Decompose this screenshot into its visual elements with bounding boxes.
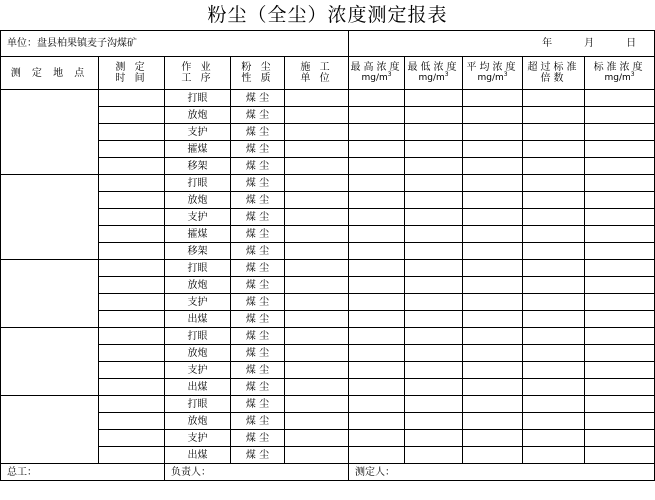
process-cell: 放炮 [165,192,231,209]
header-process: 作 业 工 序 [165,57,231,90]
process-cell: 打眼 [165,260,231,277]
avg-cell [463,294,523,311]
location-cell [1,90,99,175]
process-cell: 支护 [165,294,231,311]
process-cell: 出煤 [165,447,231,464]
standard-cell [585,124,655,141]
process-cell: 出煤 [165,379,231,396]
time-cell [99,124,165,141]
avg-cell [463,430,523,447]
construction-cell [285,124,349,141]
year-label: 年 [542,38,553,49]
avg-cell [463,413,523,430]
process-cell: 放炮 [165,277,231,294]
construction-cell [285,345,349,362]
construction-cell [285,192,349,209]
avg-cell [463,379,523,396]
construction-cell [285,294,349,311]
standard-cell [585,209,655,226]
avg-cell [463,158,523,175]
table-row [1,413,655,430]
construction-cell [285,362,349,379]
exceed-cell [523,294,585,311]
avg-cell [463,362,523,379]
min-cell [405,175,463,192]
max-cell [349,413,405,430]
dust-cell: 煤 尘 [231,243,285,260]
avg-cell [463,107,523,124]
table-row [1,90,655,107]
table-row [1,158,655,175]
table-row [1,294,655,311]
exceed-cell [523,311,585,328]
min-cell [405,260,463,277]
min-cell [405,141,463,158]
standard-cell [585,396,655,413]
max-cell [349,124,405,141]
dust-cell: 煤 尘 [231,328,285,345]
exceed-cell [523,209,585,226]
construction-cell [285,396,349,413]
dust-cell: 煤 尘 [231,192,285,209]
process-cell: 支护 [165,124,231,141]
max-cell [349,107,405,124]
dust-cell: 煤 尘 [231,209,285,226]
table-row [1,175,655,192]
location-cell [1,175,99,260]
exceed-cell [523,277,585,294]
dust-cell: 煤 尘 [231,294,285,311]
time-cell [99,396,165,413]
construction-cell [285,243,349,260]
header-location: 测 定 地 点 [1,57,99,90]
max-cell [349,90,405,107]
avg-cell [463,277,523,294]
standard-cell [585,226,655,243]
table-row [1,328,655,345]
avg-cell [463,175,523,192]
responsible-person-label: 负责人： [165,464,349,481]
min-cell [405,362,463,379]
footer-row [1,464,655,481]
time-cell [99,328,165,345]
min-cell [405,243,463,260]
avg-cell [463,260,523,277]
time-cell [99,311,165,328]
process-cell: 打眼 [165,175,231,192]
header-dust: 粉 尘 性 质 [231,57,285,90]
standard-cell [585,345,655,362]
min-cell [405,328,463,345]
process-cell: 出煤 [165,311,231,328]
time-cell [99,345,165,362]
standard-cell [585,107,655,124]
min-cell [405,430,463,447]
max-cell [349,447,405,464]
avg-cell [463,124,523,141]
max-cell [349,209,405,226]
min-cell [405,192,463,209]
exceed-cell [523,260,585,277]
table-row [1,107,655,124]
max-cell [349,243,405,260]
date-fields [349,31,655,57]
chief-engineer-label: 总工： [1,464,165,481]
exceed-cell [523,90,585,107]
process-cell: 打眼 [165,328,231,345]
avg-cell [463,328,523,345]
construction-cell [285,430,349,447]
min-cell [405,124,463,141]
max-cell [349,192,405,209]
process-cell: 放炮 [165,345,231,362]
avg-cell [463,209,523,226]
exceed-cell [523,396,585,413]
exceed-cell [523,447,585,464]
construction-cell [285,209,349,226]
dust-cell: 煤 尘 [231,311,285,328]
min-cell [405,311,463,328]
time-cell [99,141,165,158]
process-cell: 放炮 [165,107,231,124]
tester-label: 测定人： [349,464,655,481]
time-cell [99,158,165,175]
max-cell [349,260,405,277]
process-cell: 打眼 [165,396,231,413]
table-row [1,430,655,447]
standard-cell [585,311,655,328]
location-cell [1,328,99,396]
construction-cell [285,226,349,243]
time-cell [99,260,165,277]
time-cell [99,294,165,311]
exceed-cell [523,141,585,158]
avg-cell [463,141,523,158]
max-cell [349,294,405,311]
table-row [1,226,655,243]
avg-cell [463,90,523,107]
report-table [0,30,655,481]
location-cell [1,396,99,464]
avg-cell [463,345,523,362]
max-cell [349,311,405,328]
table-row [1,362,655,379]
exceed-cell [523,413,585,430]
construction-cell [285,260,349,277]
max-cell [349,226,405,243]
exceed-cell [523,328,585,345]
dust-cell: 煤 尘 [231,396,285,413]
exceed-cell [523,107,585,124]
construction-cell [285,175,349,192]
dust-cell: 煤 尘 [231,175,285,192]
process-cell: 放炮 [165,413,231,430]
avg-cell [463,192,523,209]
construction-cell [285,158,349,175]
construction-cell [285,447,349,464]
process-cell: 打眼 [165,90,231,107]
dust-cell: 煤 尘 [231,141,285,158]
standard-cell [585,158,655,175]
header-row [1,57,655,90]
max-cell [349,328,405,345]
time-cell [99,192,165,209]
exceed-cell [523,192,585,209]
report-title: 粉尘（全尘）浓度测定报表 [207,4,448,26]
process-cell: 支护 [165,362,231,379]
construction-cell [285,107,349,124]
dust-cell: 煤 尘 [231,413,285,430]
time-cell [99,90,165,107]
dust-cell: 煤 尘 [231,124,285,141]
construction-cell [285,90,349,107]
dust-cell: 煤 尘 [231,379,285,396]
location-cell [1,260,99,328]
avg-cell [463,243,523,260]
month-label: 月 [584,38,595,49]
time-cell [99,107,165,124]
dust-cell: 煤 尘 [231,158,285,175]
dust-cell: 煤 尘 [231,362,285,379]
table-row [1,243,655,260]
standard-cell [585,260,655,277]
table-row [1,209,655,226]
dust-cell: 煤 尘 [231,430,285,447]
time-cell [99,226,165,243]
construction-cell [285,328,349,345]
max-cell [349,345,405,362]
header-construction: 施 工 单 位 [285,57,349,90]
construction-cell [285,311,349,328]
table-row [1,141,655,158]
exceed-cell [523,158,585,175]
construction-cell [285,277,349,294]
unit-row [1,31,655,57]
min-cell [405,158,463,175]
process-cell: 攉煤 [165,141,231,158]
process-cell: 支护 [165,430,231,447]
time-cell [99,362,165,379]
dust-cell: 煤 尘 [231,345,285,362]
avg-cell [463,447,523,464]
exceed-cell [523,345,585,362]
process-cell: 移架 [165,158,231,175]
header-standard: 标准浓度 $mg/m^3$ [585,57,655,90]
standard-cell [585,243,655,260]
day-label: 日 [626,38,637,49]
table-row [1,396,655,413]
max-cell [349,430,405,447]
max-cell [349,158,405,175]
max-cell [349,379,405,396]
time-cell [99,277,165,294]
standard-cell [585,294,655,311]
exceed-cell [523,362,585,379]
exceed-cell [523,226,585,243]
max-cell [349,141,405,158]
min-cell [405,379,463,396]
process-cell: 移架 [165,243,231,260]
table-row [1,192,655,209]
min-cell [405,345,463,362]
min-cell [405,277,463,294]
time-cell [99,243,165,260]
max-cell [349,175,405,192]
process-cell: 支护 [165,209,231,226]
time-cell [99,175,165,192]
table-row [1,379,655,396]
standard-cell [585,192,655,209]
construction-cell [285,141,349,158]
dust-cell: 煤 尘 [231,90,285,107]
dust-cell: 煤 尘 [231,107,285,124]
max-cell [349,362,405,379]
min-cell [405,447,463,464]
dust-cell: 煤 尘 [231,260,285,277]
min-cell [405,107,463,124]
header-avg: 平均浓度 $mg/m^3$ [463,57,523,90]
standard-cell [585,430,655,447]
time-cell [99,209,165,226]
header-time: 测 定 时 间 [99,57,165,90]
construction-cell [285,413,349,430]
min-cell [405,209,463,226]
min-cell [405,413,463,430]
table-row [1,260,655,277]
avg-cell [463,226,523,243]
standard-cell [585,362,655,379]
dust-cell: 煤 尘 [231,277,285,294]
header-exceed: 超过标准 倍数 [523,57,585,90]
min-cell [405,90,463,107]
process-cell: 攉煤 [165,226,231,243]
standard-cell [585,413,655,430]
max-cell [349,396,405,413]
standard-cell [585,277,655,294]
standard-cell [585,141,655,158]
exceed-cell [523,379,585,396]
header-min: 最低浓度 $mg/m^3$ [405,57,463,90]
standard-cell [585,379,655,396]
table-row [1,277,655,294]
avg-cell [463,311,523,328]
time-cell [99,430,165,447]
avg-cell [463,396,523,413]
min-cell [405,226,463,243]
standard-cell [585,175,655,192]
exceed-cell [523,124,585,141]
table-row [1,124,655,141]
time-cell [99,379,165,396]
min-cell [405,396,463,413]
exceed-cell [523,175,585,192]
min-cell [405,294,463,311]
table-row [1,311,655,328]
standard-cell [585,328,655,345]
exceed-cell [523,243,585,260]
table-row [1,345,655,362]
table-row [1,447,655,464]
exceed-cell [523,430,585,447]
dust-cell: 煤 尘 [231,447,285,464]
time-cell [99,413,165,430]
max-cell [349,277,405,294]
standard-cell [585,447,655,464]
construction-cell [285,379,349,396]
header-max: 最高浓度 $mg/m^3$ [349,57,405,90]
time-cell [99,447,165,464]
standard-cell [585,90,655,107]
unit-label: 单位：盘县柏果镇麦子沟煤矿 [1,31,349,57]
dust-cell: 煤 尘 [231,226,285,243]
